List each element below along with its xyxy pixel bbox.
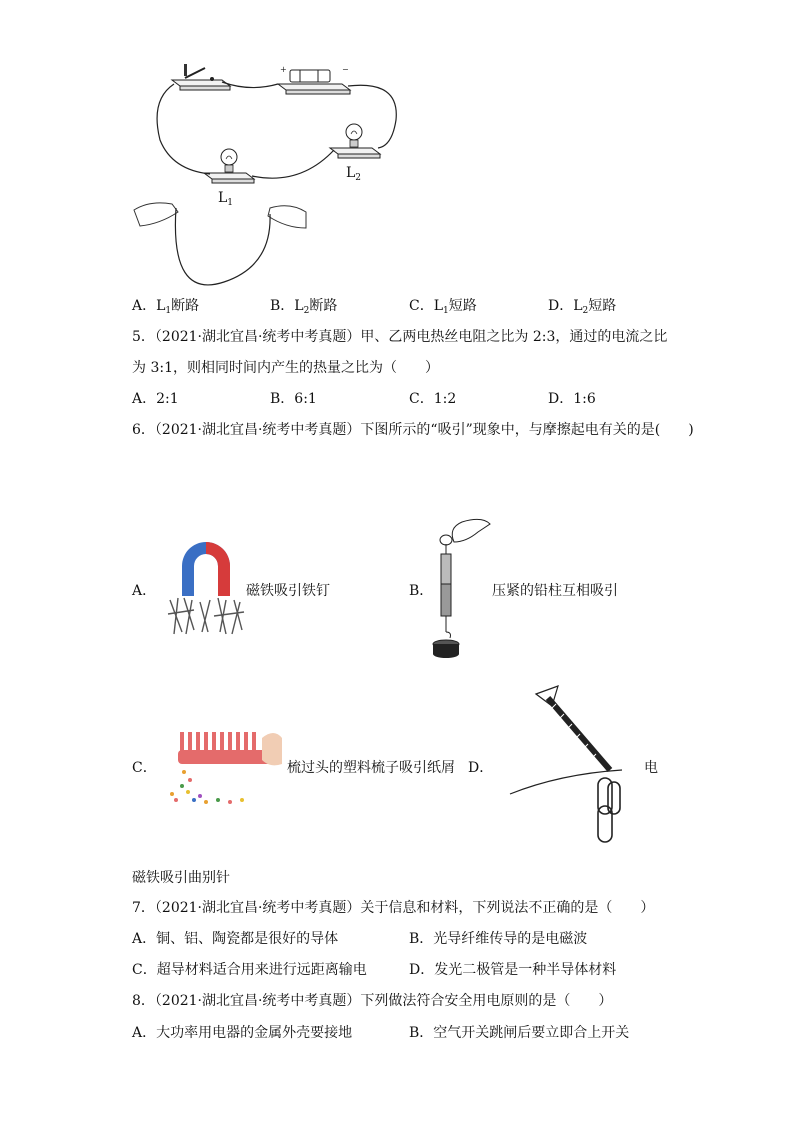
q5-stem-line1: 5．（2021·湖北宜昌·统考中考真题）甲、乙两电热丝电阻之比为 2:3，通过的电流之比 xyxy=(132,329,668,345)
q4-option-c[interactable]: C．$L_1$短路 xyxy=(409,298,477,316)
q5-option-d[interactable]: D．1:6 xyxy=(548,391,596,407)
q6-option-b-letter[interactable]: B． xyxy=(409,583,434,599)
label-l1: $L_1$ xyxy=(218,190,234,208)
q8-stem: 8．（2021·湖北宜昌·统考中考真题）下列做法符合安全用电原则的是（ ） xyxy=(132,993,613,1009)
q6-option-c-caption: 梳过头的塑料梳子吸引纸屑 xyxy=(287,760,455,776)
q6-option-d-letter[interactable]: D． xyxy=(468,760,494,776)
horseshoe-magnet-icon xyxy=(164,540,254,636)
q5-option-c[interactable]: C．1:2 xyxy=(409,391,457,407)
q5-option-a[interactable]: A．2:1 xyxy=(132,391,179,407)
q6-option-a-caption: 磁铁吸引铁钉 xyxy=(246,583,330,599)
q7-option-d[interactable]: D．发光二极管是一种半导体材料 xyxy=(409,962,617,978)
q6-option-c-letter[interactable]: C． xyxy=(132,760,157,776)
lead-cylinders-icon xyxy=(426,514,496,664)
bulb-l1-icon xyxy=(204,149,254,183)
q8-option-a[interactable]: A．大功率用电器的金属外壳要接地 xyxy=(132,1025,353,1041)
q4-option-b[interactable]: B．$L_2$断路 xyxy=(270,298,338,316)
q7-option-b[interactable]: B．光导纤维传导的是电磁波 xyxy=(409,931,588,947)
circuit-diagram xyxy=(0,0,794,300)
q6-option-b-caption: 压紧的铅柱互相吸引 xyxy=(492,583,618,599)
svg-text:+: + xyxy=(280,65,287,74)
label-l2: $L_2$ xyxy=(346,165,362,183)
q5-stem-line2: 为 3:1，则相同时间内产生的热量之比为（ ） xyxy=(132,360,439,376)
bulb-l2-icon xyxy=(330,124,380,158)
battery-icon xyxy=(278,65,350,94)
q8-option-b[interactable]: B．空气开关跳闸后要立即合上开关 xyxy=(409,1025,630,1041)
q6-option-d-caption: 电 xyxy=(644,760,658,776)
q6-stem: 6．（2021·湖北宜昌·统考中考真题）下图所示的“吸引”现象中，与摩擦起电有关的是( ) xyxy=(132,422,694,438)
q7-option-a[interactable]: A．铜、铝、陶瓷都是很好的导体 xyxy=(132,931,339,947)
q6-option-d-caption-cont: 磁铁吸引曲别针 xyxy=(132,870,230,886)
switch-icon xyxy=(172,64,230,90)
q7-option-c[interactable]: C．超导材料适合用来进行远距离输电 xyxy=(132,962,367,978)
hands-wire-icon xyxy=(134,203,306,285)
comb-icon xyxy=(166,724,282,808)
svg-text:−: − xyxy=(342,65,349,74)
magnetized-screw-icon xyxy=(510,684,640,846)
q6-option-a-letter[interactable]: A． xyxy=(132,583,157,599)
q7-stem: 7．（2021·湖北宜昌·统考中考真题）关于信息和材料，下列说法不正确的是（ ） xyxy=(132,900,655,916)
q4-option-d[interactable]: D．$L_2$短路 xyxy=(548,298,617,316)
q5-option-b[interactable]: B．6:1 xyxy=(270,391,317,407)
q4-option-a[interactable]: A．$L_1$断路 xyxy=(132,298,200,316)
